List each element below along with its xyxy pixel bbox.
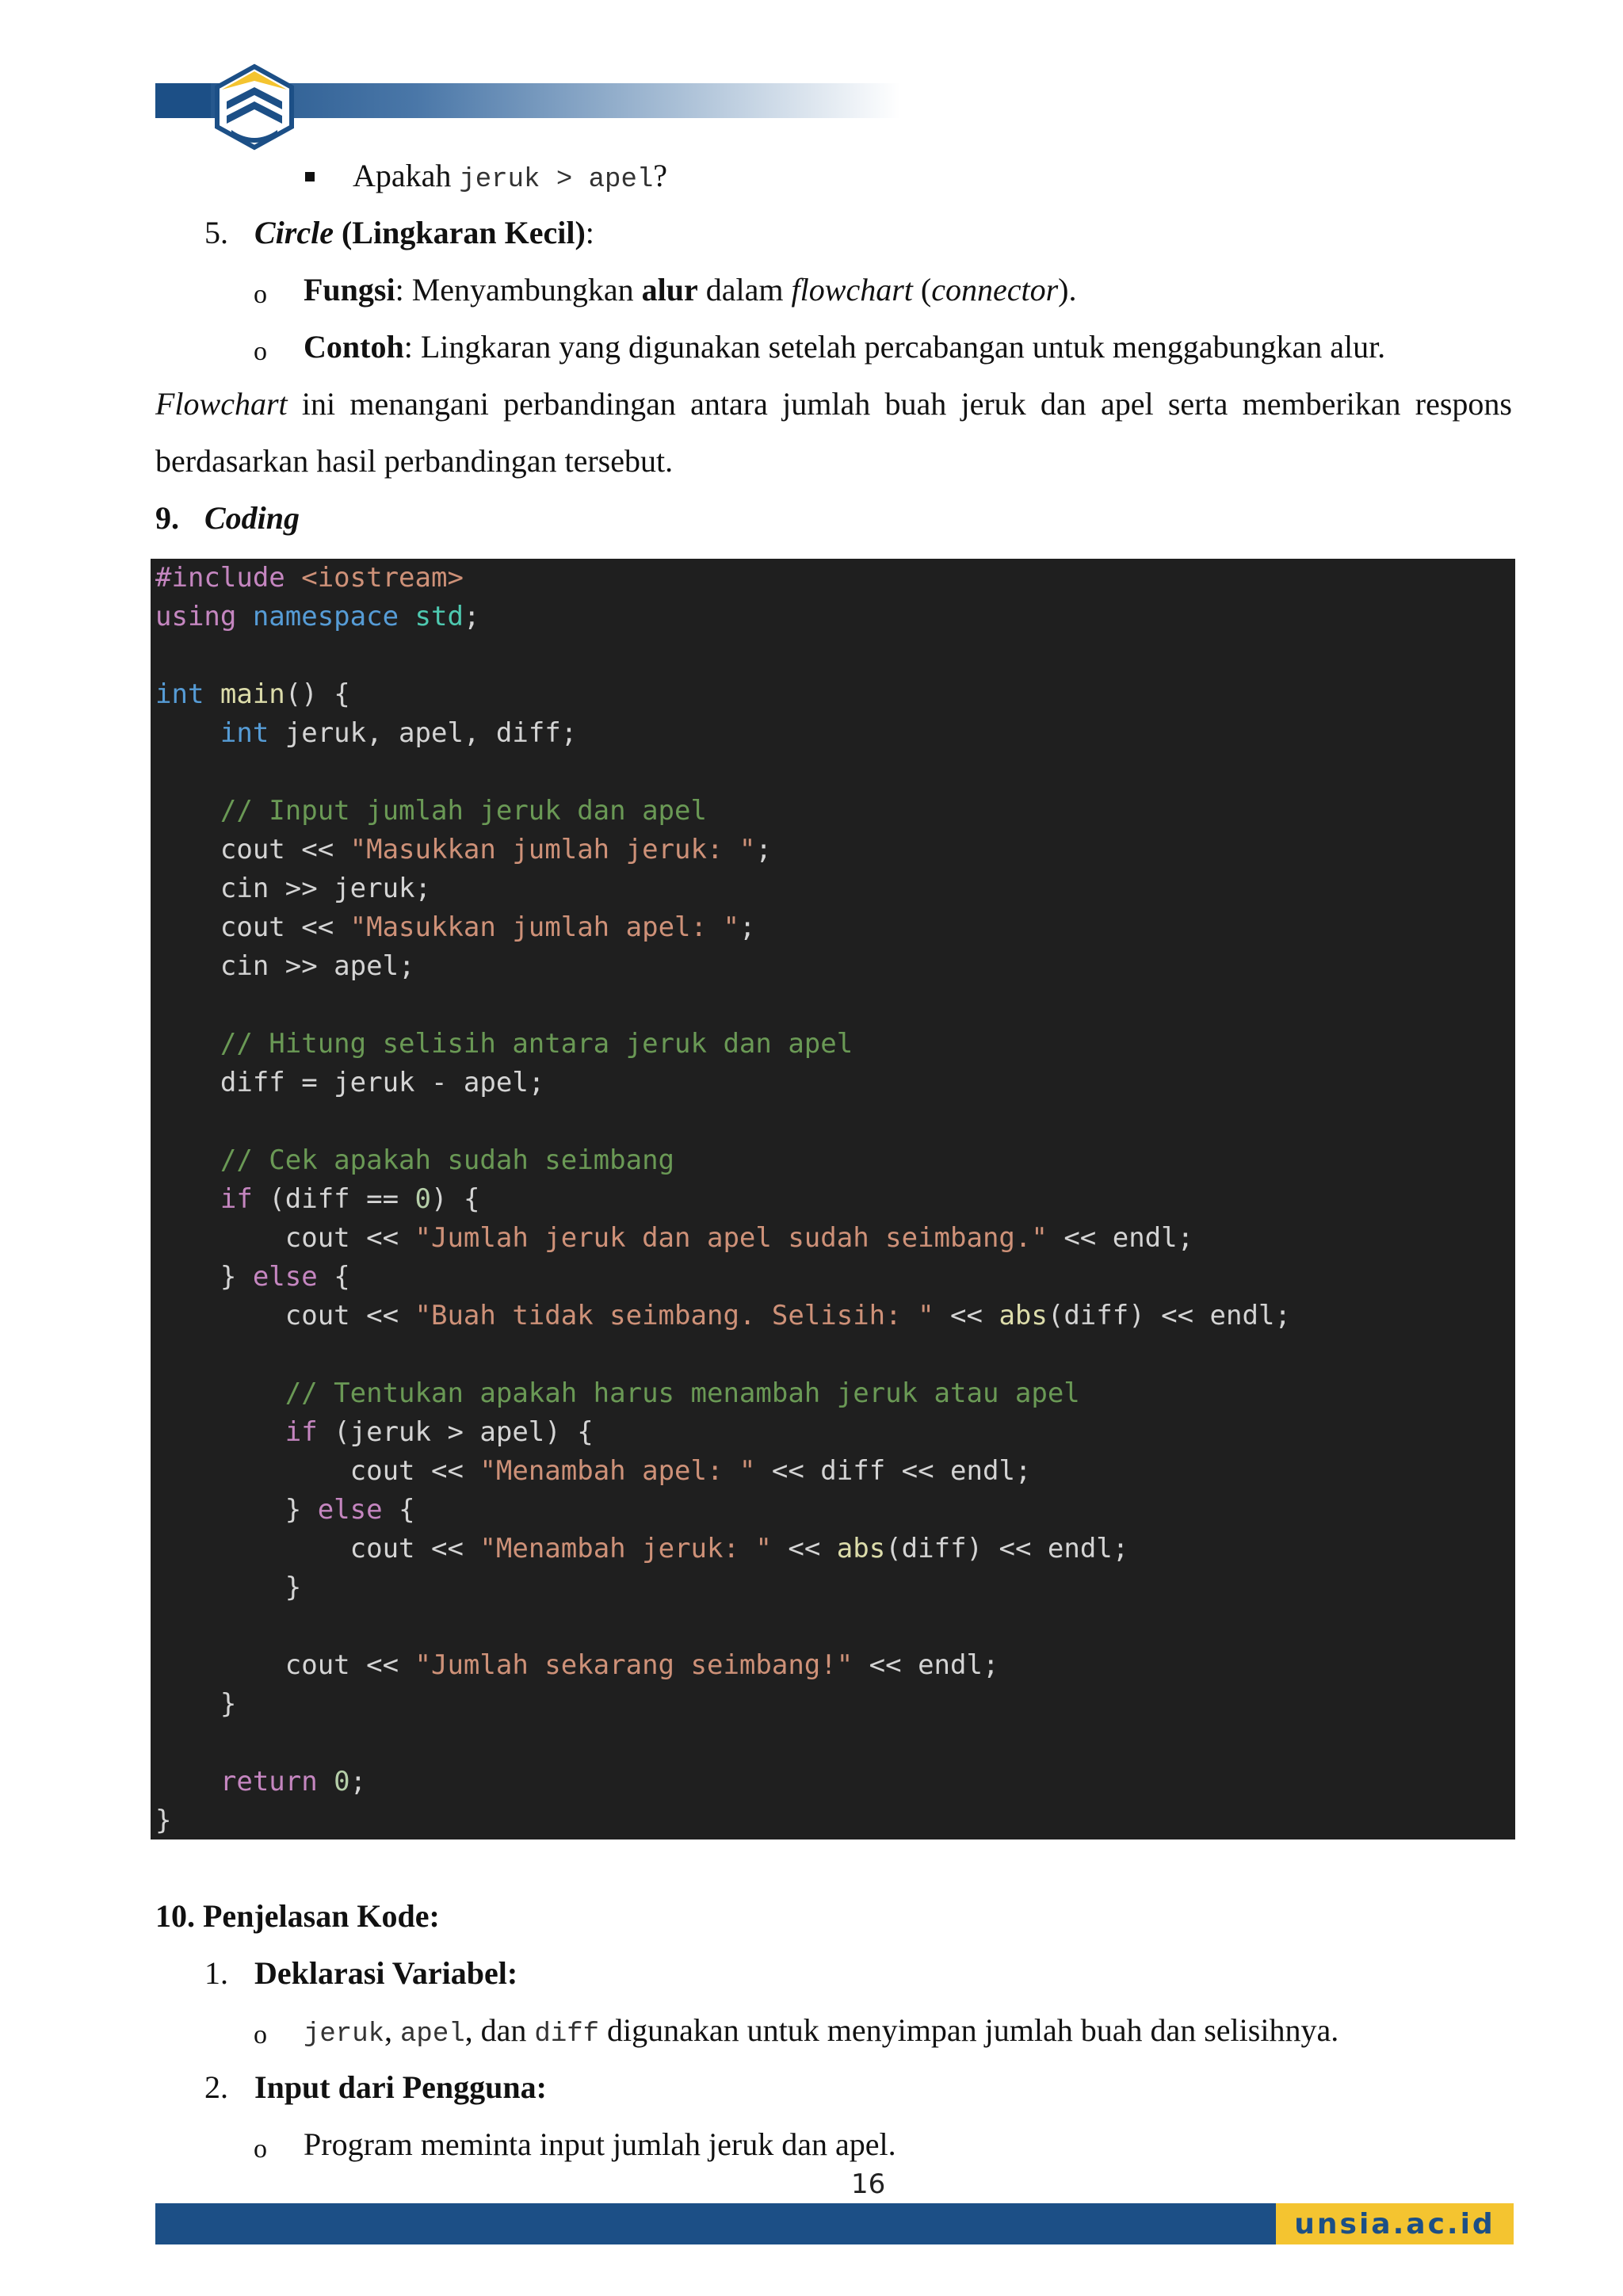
code-line xyxy=(155,1180,479,1219)
item-5-title-rest: (Lingkaran Kecil) xyxy=(333,215,586,250)
section-10-title: 10. Penjelasan Kode: xyxy=(155,1898,440,1934)
header-square xyxy=(155,83,211,118)
item-5-title-italic: Circle xyxy=(254,215,334,250)
paragraph-italic: Flowchart xyxy=(155,386,288,422)
contoh-label: Contoh xyxy=(304,329,404,365)
fungsi-label: Fungsi xyxy=(304,272,395,308)
code-jeruk: jeruk xyxy=(304,2019,385,2050)
section-9-number: 9. xyxy=(155,500,179,536)
code-line xyxy=(155,559,464,598)
code-token: int xyxy=(155,717,269,749)
flowchart-paragraph xyxy=(155,376,1512,490)
item-5-colon: : xyxy=(585,215,594,250)
item-1-text: digunakan untuk menyimpan jumlah buah dan selisihnya. xyxy=(599,2012,1339,2048)
code-line xyxy=(155,1297,1291,1335)
code-token: if xyxy=(155,1416,318,1448)
code-token: ; xyxy=(349,1766,367,1797)
item-2-number: 2. xyxy=(204,2069,228,2105)
code-token: (jeruk > apel) { xyxy=(317,1416,594,1448)
item-1-number: 1. xyxy=(204,1955,228,1991)
code-token: using xyxy=(155,601,237,632)
code-token: << xyxy=(771,1533,837,1564)
code-comment: // Hitung selisih antara jeruk dan apel xyxy=(155,1028,854,1060)
code-token: ; xyxy=(755,834,772,865)
fungsi-text-3: ( xyxy=(912,272,932,308)
code-token: () { xyxy=(285,678,350,710)
code-token: cout << xyxy=(155,834,350,865)
code-token: (diff) << endl; xyxy=(1047,1300,1291,1331)
unsia-logo-icon xyxy=(211,63,298,151)
code-token: 0 xyxy=(414,1183,432,1215)
code-line xyxy=(155,1646,999,1685)
code-token: (diff) << endl; xyxy=(885,1533,1129,1564)
code-token: (diff == xyxy=(252,1183,415,1215)
separator: , dan xyxy=(464,2012,535,2048)
question-prefix: Apakah xyxy=(353,158,460,193)
code-line xyxy=(155,908,755,947)
code-line xyxy=(155,1413,594,1452)
code-token: else xyxy=(252,1261,318,1293)
fungsi-italic-1: flowchart xyxy=(791,272,913,308)
code-token: std xyxy=(399,601,464,632)
code-token: "Buah tidak seimbang. Selisih: " xyxy=(414,1300,934,1331)
code-token: main xyxy=(204,678,285,710)
code-token: "Jumlah sekarang seimbang!" xyxy=(414,1649,854,1681)
code-token: return xyxy=(155,1766,318,1797)
fungsi-line xyxy=(304,269,1076,311)
item-5-number: 5. xyxy=(204,215,228,250)
code-line xyxy=(155,1452,1031,1491)
code-token: } xyxy=(155,1261,253,1293)
code-token: "Masukkan jumlah apel: " xyxy=(349,911,739,943)
item-1-title: Deklarasi Variabel: xyxy=(254,1955,518,1991)
code-token: ; xyxy=(739,911,756,943)
item-2-description: Program meminta input jumlah jeruk dan apel. xyxy=(304,2126,896,2162)
code-token: <iostream> xyxy=(285,562,464,594)
code-comment: // Tentukan apakah harus menambah jeruk atau apel xyxy=(155,1377,1080,1409)
code-token: ; xyxy=(463,601,480,632)
code-token: jeruk, apel, diff; xyxy=(269,717,578,749)
footer-url-box xyxy=(1276,2203,1514,2244)
code-token: << xyxy=(934,1300,999,1331)
code-line xyxy=(155,1219,1193,1258)
circle-bullet-icon: o xyxy=(254,2020,267,2050)
code-token: { xyxy=(382,1494,415,1526)
code-comment: // Cek apakah sudah seimbang xyxy=(155,1144,675,1176)
bullet-question xyxy=(353,155,667,201)
item-5-title xyxy=(254,212,594,254)
code-comment: // Input jumlah jeruk dan apel xyxy=(155,795,707,827)
code-token: else xyxy=(317,1494,383,1526)
code-token: << diff << endl; xyxy=(755,1455,1032,1487)
code-line: cin >> jeruk; xyxy=(155,873,431,904)
code-line: } xyxy=(155,1688,237,1720)
code-line xyxy=(155,714,577,753)
code-token: cout << xyxy=(155,1649,415,1681)
question-suffix: ? xyxy=(653,158,668,193)
page-number: 16 xyxy=(851,2168,886,2200)
code-token: int xyxy=(155,678,204,710)
circle-bullet-icon: o xyxy=(254,280,267,309)
code-token: namespace xyxy=(236,601,399,632)
item-2-title: Input dari Pengguna: xyxy=(254,2069,547,2105)
code-token: << endl; xyxy=(1047,1222,1194,1254)
code-block xyxy=(151,559,1515,1839)
code-token: { xyxy=(317,1261,350,1293)
code-line xyxy=(155,675,350,714)
fungsi-text-1: : Menyambungkan xyxy=(395,272,642,308)
code-token: #include xyxy=(155,562,285,594)
code-token: 0 xyxy=(317,1766,350,1797)
paragraph-text: ini menangani perbandingan antara jumlah buah jeruk dan apel serta memberikan respons berdasarkan hasil perbandingan tersebut. xyxy=(155,386,1512,479)
item-1-description xyxy=(304,2010,1338,2055)
question-code: jeruk > apel xyxy=(459,165,654,195)
code-line xyxy=(155,598,479,636)
code-token: "Jumlah jeruk dan apel sudah seimbang." xyxy=(414,1222,1048,1254)
code-token: if xyxy=(155,1183,253,1215)
code-line: cin >> apel; xyxy=(155,950,415,982)
fungsi-bold: alur xyxy=(641,272,698,308)
footer-bar xyxy=(155,2203,1276,2244)
code-token: << endl; xyxy=(853,1649,999,1681)
separator: , xyxy=(384,2012,401,2048)
code-line xyxy=(155,1491,415,1530)
code-token: ) { xyxy=(431,1183,480,1215)
code-token: "Menambah jeruk: " xyxy=(479,1533,772,1564)
code-line xyxy=(155,1763,366,1801)
fungsi-text-2: dalam xyxy=(697,272,792,308)
code-apel: apel xyxy=(400,2019,465,2050)
code-line: } xyxy=(155,1805,172,1836)
code-token: abs xyxy=(836,1533,886,1564)
contoh-text: : Lingkaran yang digunakan setelah percabangan untuk menggabungkan alur. xyxy=(403,329,1386,365)
code-token: cout << xyxy=(155,1300,415,1331)
contoh-line xyxy=(304,327,1385,368)
footer-url: unsia.ac.id xyxy=(1294,2207,1495,2241)
circle-bullet-icon: o xyxy=(254,2134,267,2164)
code-token: "Masukkan jumlah jeruk: " xyxy=(349,834,756,865)
square-bullet-icon xyxy=(305,172,315,181)
code-token: cout << xyxy=(155,911,350,943)
code-token: "Menambah apel: " xyxy=(479,1455,756,1487)
code-line: } xyxy=(155,1572,302,1603)
fungsi-text-4: ). xyxy=(1058,272,1077,308)
code-line xyxy=(155,1530,1128,1568)
code-token: cout << xyxy=(155,1455,480,1487)
code-line xyxy=(155,1258,350,1297)
code-token: cout << xyxy=(155,1533,480,1564)
code-line: diff = jeruk - apel; xyxy=(155,1067,545,1098)
code-token: cout << xyxy=(155,1222,415,1254)
code-token: abs xyxy=(999,1300,1048,1331)
circle-bullet-icon: o xyxy=(254,337,267,366)
section-9-title: Coding xyxy=(204,500,300,536)
code-diff: diff xyxy=(534,2019,600,2050)
code-line xyxy=(155,831,772,869)
code-token: } xyxy=(155,1494,318,1526)
fungsi-italic-2: connector xyxy=(931,272,1059,308)
